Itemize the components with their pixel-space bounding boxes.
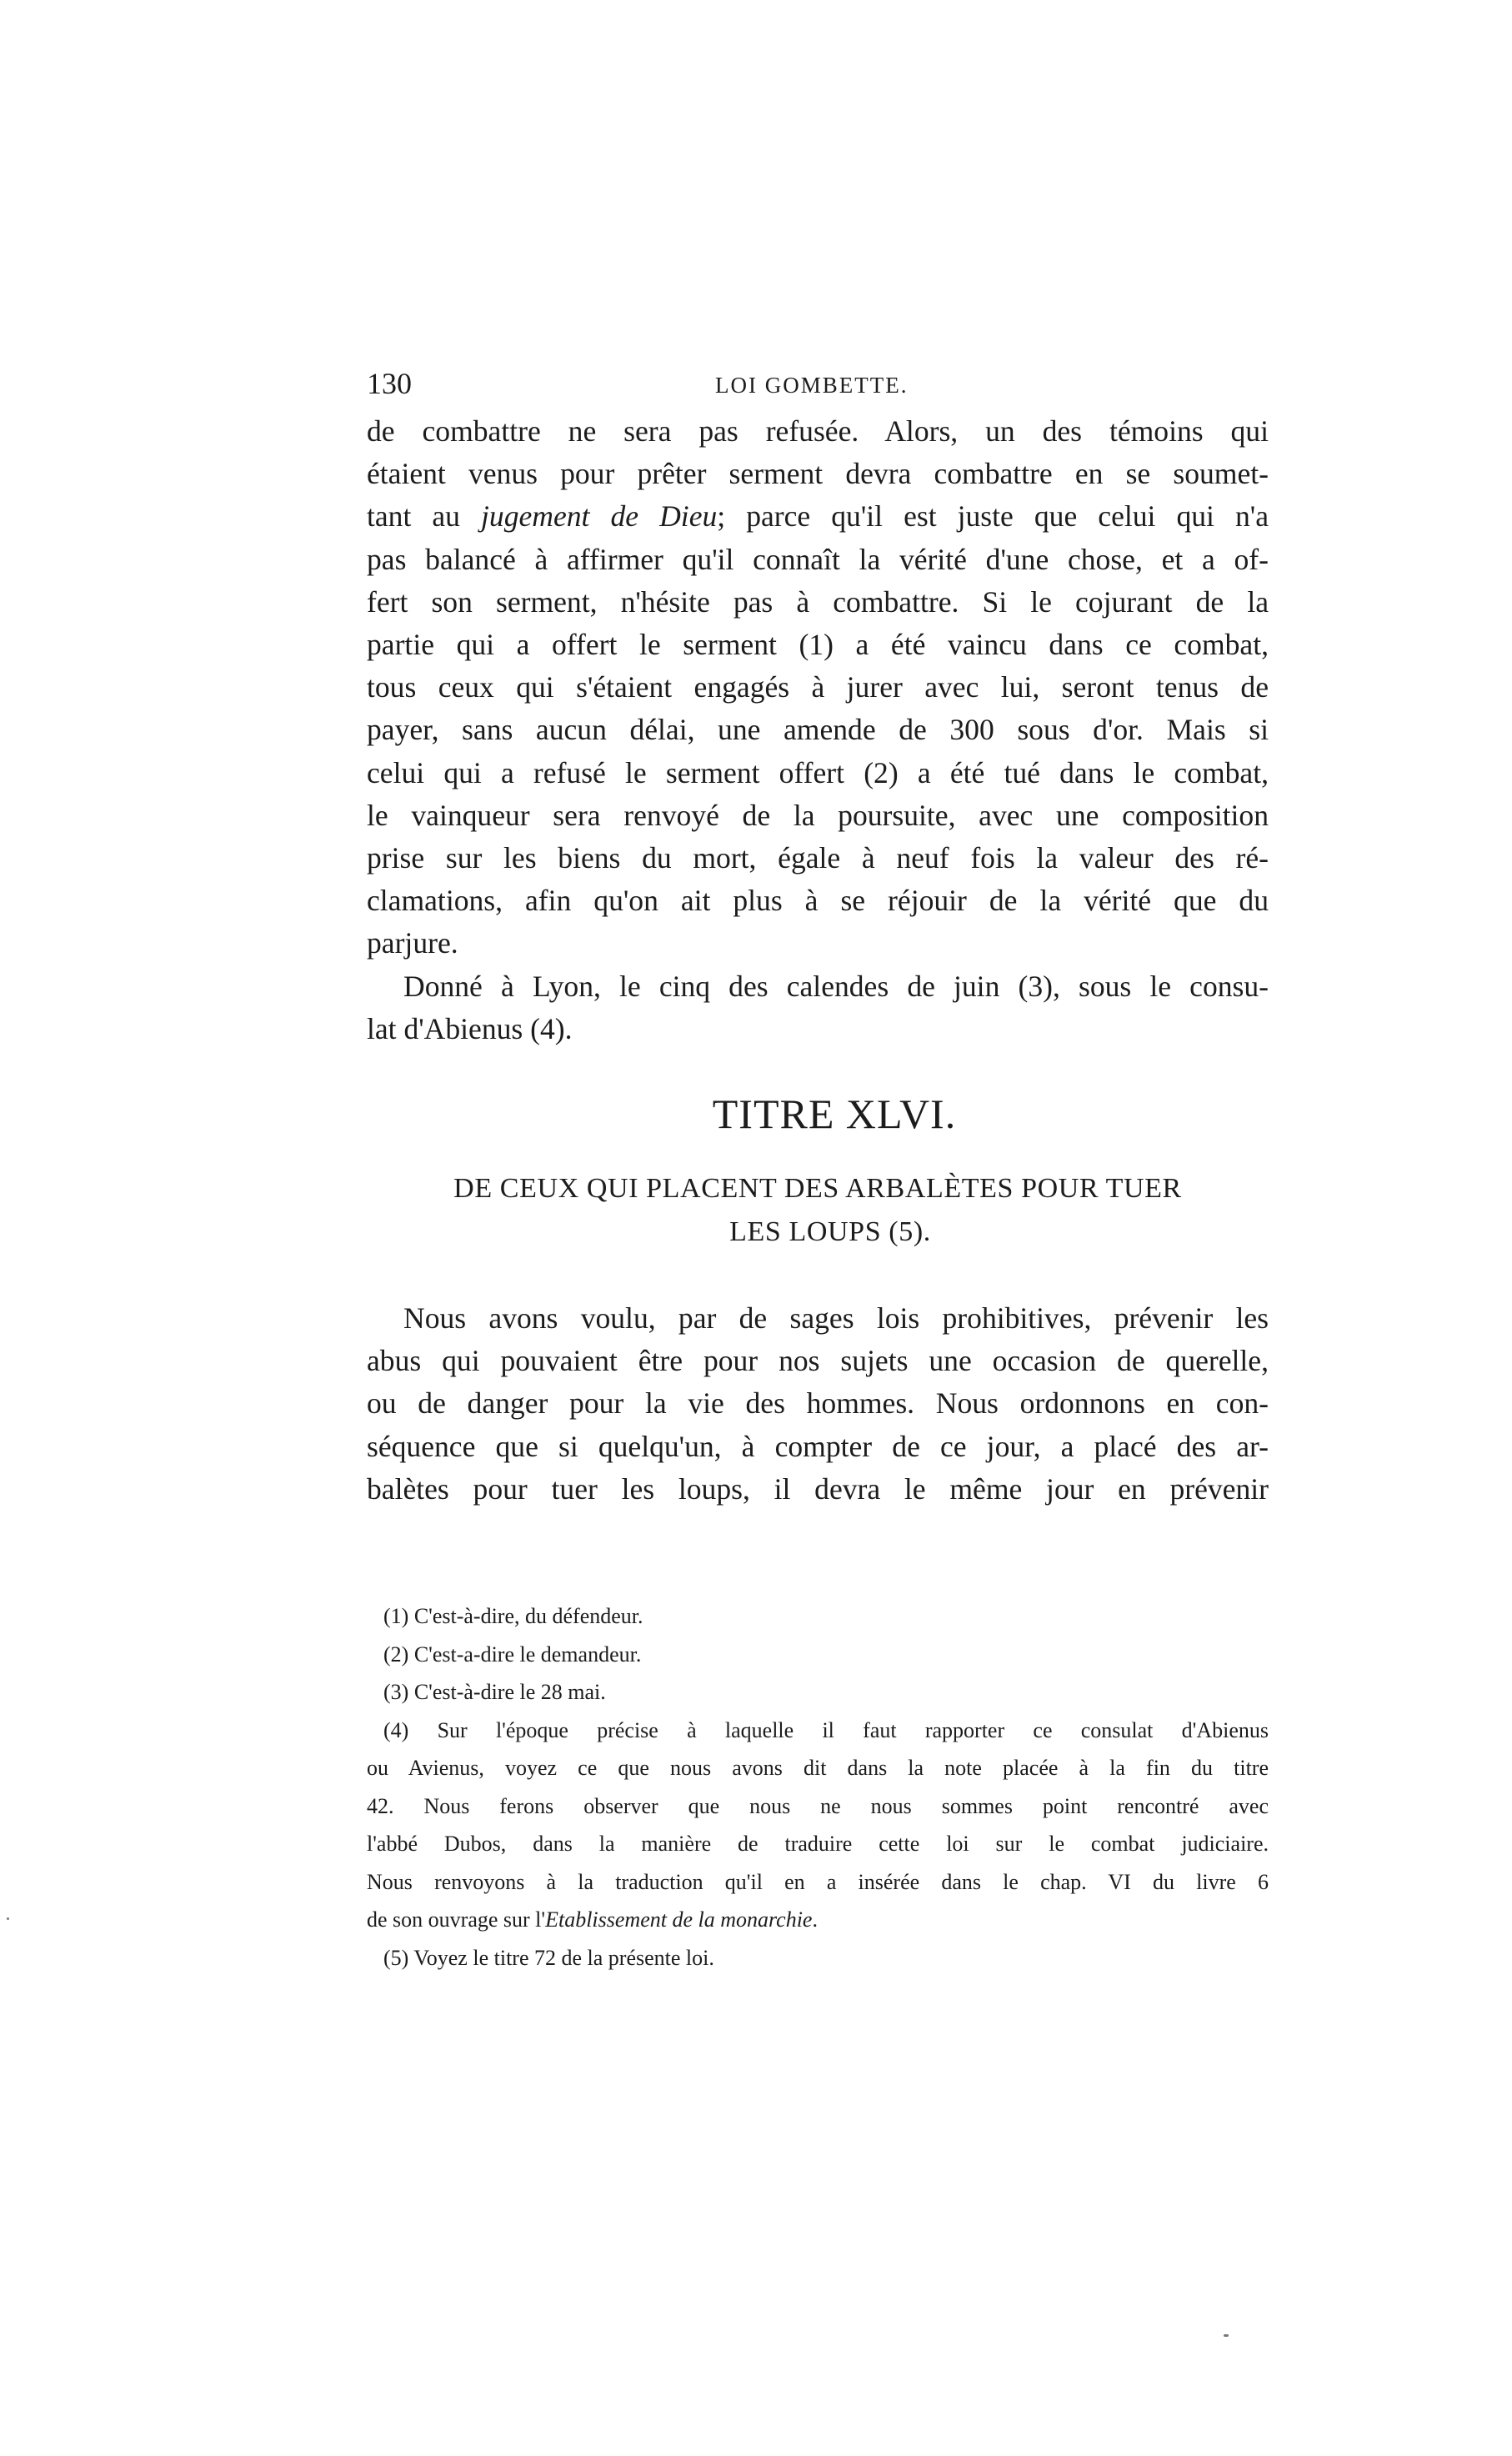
text-line: lat d'Abienus (4). — [367, 1011, 573, 1045]
paragraph-1 — [367, 410, 1269, 965]
text-line: payer, sans aucun délai, une amende de 300 sous d'or. Mais si — [367, 713, 1269, 747]
text-line: parjure. — [367, 926, 458, 960]
title-heading — [367, 1167, 1269, 1254]
footnote-2: (2) C'est-a-dire le demandeur. — [383, 1642, 642, 1667]
text-line: Donné à Lyon, le cinq des calendes de juin (3), sous le consu- — [403, 969, 1269, 1003]
text-line: Nous avons voulu, par de sages lois prohibitives, prévenir les — [403, 1301, 1269, 1336]
text-line: celui qui a refusé le serment offert (2) a été tué dans le combat, — [367, 755, 1269, 789]
footnote-4-line: l'abbé Dubos, dans la manière de traduire cette loi sur le combat judiciaire. — [367, 1832, 1269, 1856]
text-line: séquence que si quelqu'un, à compter de ce jour, a placé des ar- — [367, 1429, 1269, 1463]
text-line: clamations, afin qu'on ait plus à se réjouir de la vérité que du — [367, 884, 1269, 918]
page-body — [367, 360, 1269, 1511]
heading-line: LES LOUPS (5). — [729, 1216, 931, 1248]
text-line: partie qui a offert le serment (1) a été vaincu dans ce combat, — [367, 628, 1269, 662]
footnote-5: (5) Voyez le titre 72 de la présente loi. — [383, 1945, 714, 1970]
footnote-3: (3) C'est-à-dire le 28 mai. — [383, 1680, 606, 1704]
paragraph-section — [367, 1297, 1269, 1511]
text-line: pas balancé à affirmer qu'il connaît la vérité d'une chose, et a of- — [367, 542, 1269, 576]
page-number: 130 — [367, 367, 412, 400]
text-line: tous ceux qui s'étaient engagés à jurer avec lui, seront tenus de — [367, 670, 1269, 704]
print-speck — [7, 1917, 9, 1920]
text-line: fert son serment, n'hésite pas à combattre. Si le cojurant de la — [367, 584, 1269, 619]
footnote-4-line: 42. Nous ferons observer que nous ne nous sommes point rencontré avec — [367, 1793, 1269, 1818]
italic-phrase: jugement de Dieu — [481, 499, 718, 534]
footnote-4-line: Nous renvoyons à la traduction qu'il en a insérée dans le chap. VI du livre 6 — [367, 1869, 1269, 1894]
text-line: prise sur les biens du mort, égale à neuf fois la valeur des ré- — [367, 841, 1269, 875]
footnote-1: (1) C'est-à-dire, du défendeur. — [383, 1604, 643, 1628]
footnotes — [367, 1597, 1269, 1977]
title-block — [367, 1089, 1269, 1254]
paragraph-2 — [367, 965, 1269, 1050]
footnote-4-last-line — [367, 1901, 1269, 1939]
text-line: ou de danger pour la vie des hommes. Nous ordonnons en con- — [367, 1386, 1269, 1421]
text-line: le vainqueur sera renvoyé de la poursuite, avec une composition — [367, 798, 1269, 832]
text-segment: de son ouvrage sur l' — [367, 1907, 546, 1932]
running-head — [367, 360, 1269, 410]
text-segment: ; parce qu'il est juste que celui qui n'a — [717, 499, 1269, 534]
text-line: balètes pour tuer les loups, il devra le même jour en prévenir — [367, 1471, 1269, 1506]
footnote-4: (4) Sur l'époque précise à laquelle il faut rapporter ce consulat d'Abienus — [383, 1717, 1269, 1742]
text-segment: tant au — [367, 499, 482, 534]
heading-line: DE CEUX QUI PLACENT DES ARBALÈTES POUR TUER — [453, 1173, 1182, 1205]
print-speck — [1224, 2334, 1229, 2337]
text-line: étaient venus pour prêter serment devra combattre en se soumet- — [367, 457, 1269, 491]
footnote-4-line: ou Avienus, voyez ce que nous avons dit dans la note placée à la fin du titre — [367, 1756, 1269, 1780]
text-line: de combattre ne sera pas refusée. Alors, un des témoins qui — [367, 414, 1269, 448]
text-segment: . — [812, 1907, 818, 1932]
italic-phrase: Etablissement de la monarchie — [545, 1907, 813, 1932]
title-number: TITRE XLVI. — [712, 1090, 957, 1138]
text-line-with-italic — [367, 495, 1269, 538]
text-line: abus qui pouvaient être pour nos sujets une occasion de querelle, — [367, 1344, 1269, 1378]
running-title: LOI GOMBETTE. — [715, 373, 909, 398]
